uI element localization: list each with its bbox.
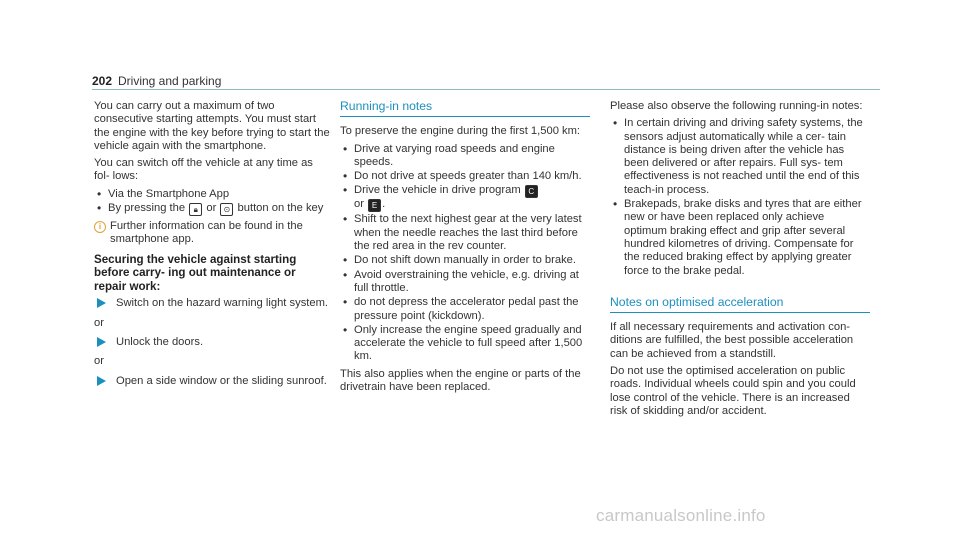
list-item: • Drive the vehicle in drive program C or E .: [340, 184, 590, 212]
column-middle: [340, 100, 590, 398]
or-separator: or: [94, 316, 104, 329]
step-item: [94, 336, 330, 349]
list-item: [94, 202, 330, 216]
running-in-intro: To preserve the engine during the first 1,500 km:: [340, 125, 581, 138]
program-or: or: [354, 198, 364, 211]
list-item: • Avoid overstraining the vehicle, e.g. driving at full throttle.: [340, 269, 590, 296]
list-item: • do not depress the accelerator pedal past the pressure point (kickdown).: [340, 296, 590, 323]
program-c-icon: C: [525, 185, 538, 198]
switch-off-list: [94, 188, 330, 216]
list-item: • Via the Smartphone App: [94, 188, 330, 201]
info-icon: i: [94, 221, 106, 233]
observe-intro: Please also observe the following running-in notes:: [610, 100, 863, 112]
intro-paragraph: You can carry out a maximum of two consecutive starting attempts. You must start the engine with the key before trying to start the vehicle again with the smartphone.: [94, 100, 330, 152]
pressing-or: or: [206, 202, 217, 215]
step-arrow-icon: [97, 298, 106, 308]
running-in-heading: Running-in notes: [340, 100, 590, 117]
acceleration-paragraph-2: Do not use the optimised acceleration on public roads. Individual wheels could spin and you could lose control of the vehicle. There is an increased risk of skidding and/or accident.: [610, 365, 856, 417]
info-note: [94, 220, 330, 247]
header-rule: [92, 89, 880, 90]
page-header: [92, 72, 880, 90]
list-item: • Do not shift down manually in order to brake.: [340, 254, 590, 267]
running-in-outro: This also applies when the engine or parts of the drivetrain have been replaced.: [340, 367, 581, 394]
observe-list: [610, 117, 870, 278]
drive-program-text: Drive the vehicle in drive program: [354, 184, 521, 197]
note-text: Further information can be found in the smartphone app.: [110, 220, 303, 246]
step-item: [94, 297, 330, 310]
step-text: Unlock the doors.: [116, 336, 204, 349]
optimised-acceleration-heading: Notes on optimised acceleration: [610, 296, 870, 313]
column-left: [94, 100, 330, 394]
program-e-icon: E: [368, 199, 381, 212]
column-right: [610, 100, 870, 422]
step-arrow-icon: [97, 376, 106, 386]
list-item: • Only increase the engine speed gradually and accelerate the vehicle to full speed after 1,500 km.: [340, 324, 590, 364]
pressing-suffix: button on the key: [237, 202, 324, 215]
step-arrow-icon: [97, 337, 106, 347]
key-remote-icon: ⊙: [220, 203, 233, 216]
securing-heading: Securing the vehicle against starting before carry- ing out maintenance or repair work:: [94, 252, 297, 293]
page-number: 202: [92, 74, 113, 88]
list-item: • In certain driving and driving safety systems, the sensors adjust automatically while a cer- tain distance is being driven after the vehicle has been delivered or after repairs. Full sys- tem effectiveness is not reached until the end of this teach-in process.: [610, 117, 870, 197]
step-item: [94, 375, 330, 388]
lock-key-icon: 🔒︎: [189, 203, 202, 216]
list-item: • Drive at varying road speeds and engine speeds.: [340, 143, 590, 170]
pressing-prefix: By pressing the: [108, 202, 186, 215]
step-text: Open a side window or the sliding sunroof.: [116, 374, 327, 387]
section-title: Driving and parking: [118, 74, 222, 88]
step-text: Switch on the hazard warning light system.: [116, 297, 329, 310]
list-item: • Shift to the next highest gear at the very latest when the needle reaches the last third before the red area in the rev counter.: [340, 213, 590, 253]
or-separator: or: [94, 355, 104, 368]
running-in-list: [340, 143, 590, 364]
list-item: • Brakepads, brake disks and tyres that are either new or have been replaced only achieve optimum braking effect and grip after several hundred kilometres of driving. Compensate for the reduced braking effect by applying greater force to the brake pedal.: [610, 198, 870, 278]
watermark: carmanualsonline.info: [596, 506, 766, 525]
switch-off-paragraph: You can switch off the vehicle at any time as fol- lows:: [94, 157, 313, 183]
acceleration-paragraph-1: If all necessary requirements and activation con- ditions are fulfilled, the best possible acceleration can be achieved from a standstill.: [610, 321, 854, 360]
list-item: • Do not drive at speeds greater than 140 km/h.: [340, 170, 590, 183]
